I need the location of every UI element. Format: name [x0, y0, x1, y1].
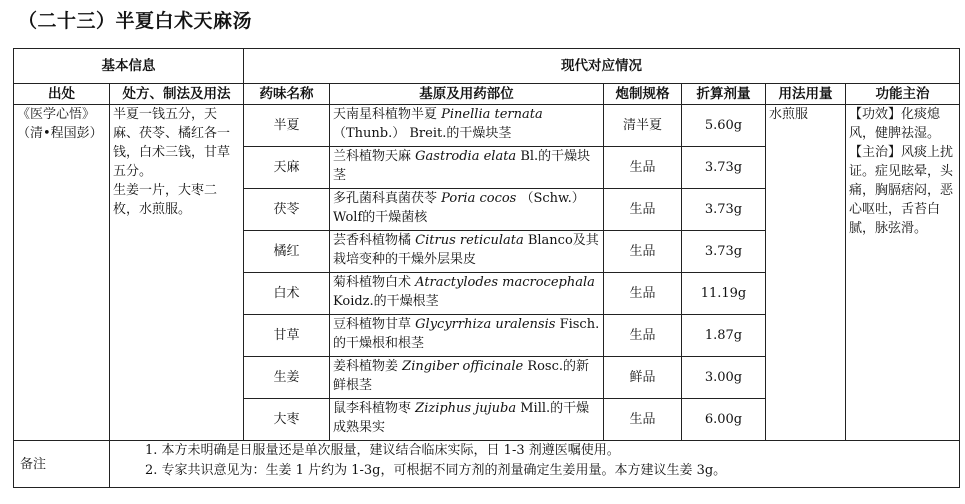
group-header-basic: 基本信息 — [14, 49, 244, 84]
function-text: 【功效】化痰熄风，健脾祛湿。 — [849, 107, 941, 141]
notes-row — [14, 441, 960, 488]
group-header-modern: 现代对应情况 — [244, 49, 960, 84]
herb-processing: 生品 — [604, 147, 682, 189]
function-text-2: 【主治】风痰上扰证。症见眩晕，头痛，胸膈痞闷，恶心呕吐，舌苔白腻，脉弦滑。 — [849, 145, 954, 236]
herb-processing: 生品 — [604, 231, 682, 273]
source-text: 《医学心悟》（清•程国彭） — [17, 107, 103, 141]
herb-origin: 豆科植物甘草 Glycyrrhiza uralensis Fisch.的干燥根和根茎 — [330, 315, 604, 357]
herb-origin: 鼠李科植物枣 Ziziphus jujuba Mill.的干燥成熟果实 — [330, 399, 604, 441]
herb-name: 天麻 — [244, 147, 330, 189]
prescription-cell — [110, 105, 244, 441]
herb-name: 大枣 — [244, 399, 330, 441]
herb-processing: 生品 — [604, 399, 682, 441]
notes-cell — [110, 441, 960, 488]
herb-dose: 3.73g — [682, 147, 766, 189]
herb-origin: 姜科植物姜 Zingiber officinale Rosc.的新鲜根茎 — [330, 357, 604, 399]
col-header-processing: 炮制规格 — [604, 84, 682, 105]
col-header-source: 出处 — [14, 84, 110, 105]
herb-name: 甘草 — [244, 315, 330, 357]
herb-processing: 生品 — [604, 315, 682, 357]
table-row — [14, 105, 960, 147]
herb-dose: 11.19g — [682, 273, 766, 315]
prescription-text: 半夏一钱五分，天麻、茯苓、橘红各一钱，白术三钱，甘草五分。 — [113, 107, 231, 179]
col-header-origin: 基原及用药部位 — [330, 84, 604, 105]
herb-dose: 3.73g — [682, 189, 766, 231]
function-cell — [846, 105, 960, 441]
notes-label: 备注 — [14, 441, 110, 488]
usage-text: 水煎服 — [769, 107, 809, 122]
herb-name: 橘红 — [244, 231, 330, 273]
usage-cell — [766, 105, 846, 441]
note-line-2: 2. 专家共识意见为：生姜 1 片约为 1-3g，可根据不同方剂的剂量确定生姜用量。本方建议生姜 3g。 — [145, 463, 727, 478]
herb-name: 白术 — [244, 273, 330, 315]
herb-origin: 芸香科植物橘 Citrus reticulata Blanco及其栽培变种的干燥外层果皮 — [330, 231, 604, 273]
prescription-text-2: 生姜一片，大枣二枚，水煎服。 — [113, 183, 218, 217]
herb-dose: 5.60g — [682, 105, 766, 147]
page-title: （二十三）半夏白术天麻汤 — [18, 10, 253, 32]
herb-origin: 多孔菌科真菌茯苓 Poria cocos （Schw.）Wolf的干燥菌核 — [330, 189, 604, 231]
herb-name: 生姜 — [244, 357, 330, 399]
herb-origin: 天南星科植物半夏 Pinellia ternata （Thunb.） Breit.的干燥块茎 — [330, 105, 604, 147]
herb-processing: 生品 — [604, 273, 682, 315]
col-header-herb-name: 药味名称 — [244, 84, 330, 105]
herb-origin: 兰科植物天麻 Gastrodia elata Bl.的干燥块茎 — [330, 147, 604, 189]
herb-dose: 3.00g — [682, 357, 766, 399]
herb-origin: 菊科植物白术 Atractylodes macrocephala Koidz.的干燥根茎 — [330, 273, 604, 315]
herb-dose: 3.73g — [682, 231, 766, 273]
herb-name: 茯苓 — [244, 189, 330, 231]
col-header-dose: 折算剂量 — [682, 84, 766, 105]
herb-dose: 6.00g — [682, 399, 766, 441]
col-header-function: 功能主治 — [846, 84, 960, 105]
herb-dose: 1.87g — [682, 315, 766, 357]
herb-processing: 生品 — [604, 189, 682, 231]
herb-processing: 清半夏 — [604, 105, 682, 147]
col-header-prescription: 处方、制法及用法 — [110, 84, 244, 105]
herb-name: 半夏 — [244, 105, 330, 147]
note-line-1: 1. 本方未明确是日服量还是单次服量，建议结合临床实际，日 1-3 剂遵医嘱使用。 — [145, 443, 620, 458]
prescription-table — [13, 48, 960, 488]
herb-processing: 鲜品 — [604, 357, 682, 399]
col-header-usage: 用法用量 — [766, 84, 846, 105]
source-cell — [14, 105, 110, 441]
